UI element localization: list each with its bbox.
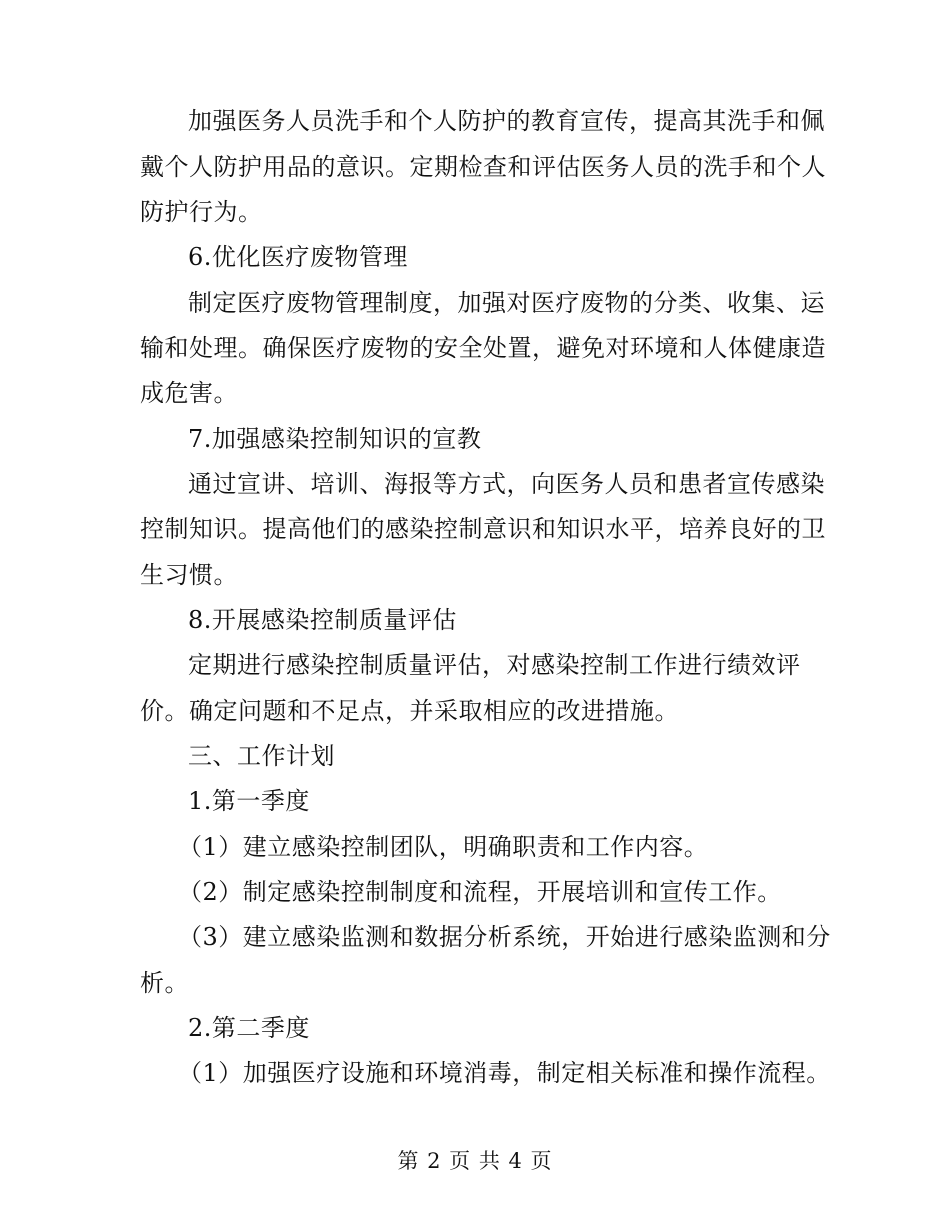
paragraph-line: 价。确定问题和不足点，并采取相应的改进措施。 xyxy=(140,697,679,725)
paragraph-line: 戴个人防护用品的意识。定期检查和评估医务人员的洗手和个人 xyxy=(140,153,826,181)
paragraph-line: 通过宣讲、培训、海报等方式，向医务人员和患者宣传感染 xyxy=(188,470,825,498)
list-item-continuation: 析。 xyxy=(140,969,189,997)
section-heading: 8.开展感染控制质量评估 xyxy=(188,606,457,634)
page-number-footer: 第 2 页 共 4 页 xyxy=(397,1149,553,1173)
paragraph-line: 加强医务人员洗手和个人防护的教育宣传，提高其洗手和佩 xyxy=(188,107,825,135)
chapter-heading: 三、工作计划 xyxy=(188,742,335,770)
paragraph-line: 控制知识。提高他们的感染控制意识和知识水平，培养良好的卫 xyxy=(140,515,826,543)
section-heading: 7.加强感染控制知识的宣教 xyxy=(188,425,482,453)
paragraph-line: 定期进行感染控制质量评估，对感染控制工作进行绩效评 xyxy=(188,651,801,679)
section-heading: 1.第一季度 xyxy=(188,787,310,815)
paragraph-line: 生习惯。 xyxy=(140,561,238,589)
paragraph-line: 防护行为。 xyxy=(140,198,263,226)
list-item: （1）建立感染控制团队，明确职责和工作内容。 xyxy=(178,833,709,861)
paragraph-line: 成危害。 xyxy=(140,379,238,407)
list-item: （3）建立感染监测和数据分析系统，开始进行感染监测和分 xyxy=(178,923,831,951)
paragraph-line: 输和处理。确保医疗废物的安全处置，避免对环境和人体健康造 xyxy=(140,334,826,362)
section-heading: 6.优化医疗废物管理 xyxy=(188,243,408,271)
list-item: （2）制定感染控制制度和流程，开展培训和宣传工作。 xyxy=(178,878,782,906)
section-heading: 2.第二季度 xyxy=(188,1014,310,1042)
list-item: （1）加强医疗设施和环境消毒，制定相关标准和操作流程。 xyxy=(178,1059,831,1087)
paragraph-line: 制定医疗废物管理制度，加强对医疗废物的分类、收集、运 xyxy=(188,289,825,317)
